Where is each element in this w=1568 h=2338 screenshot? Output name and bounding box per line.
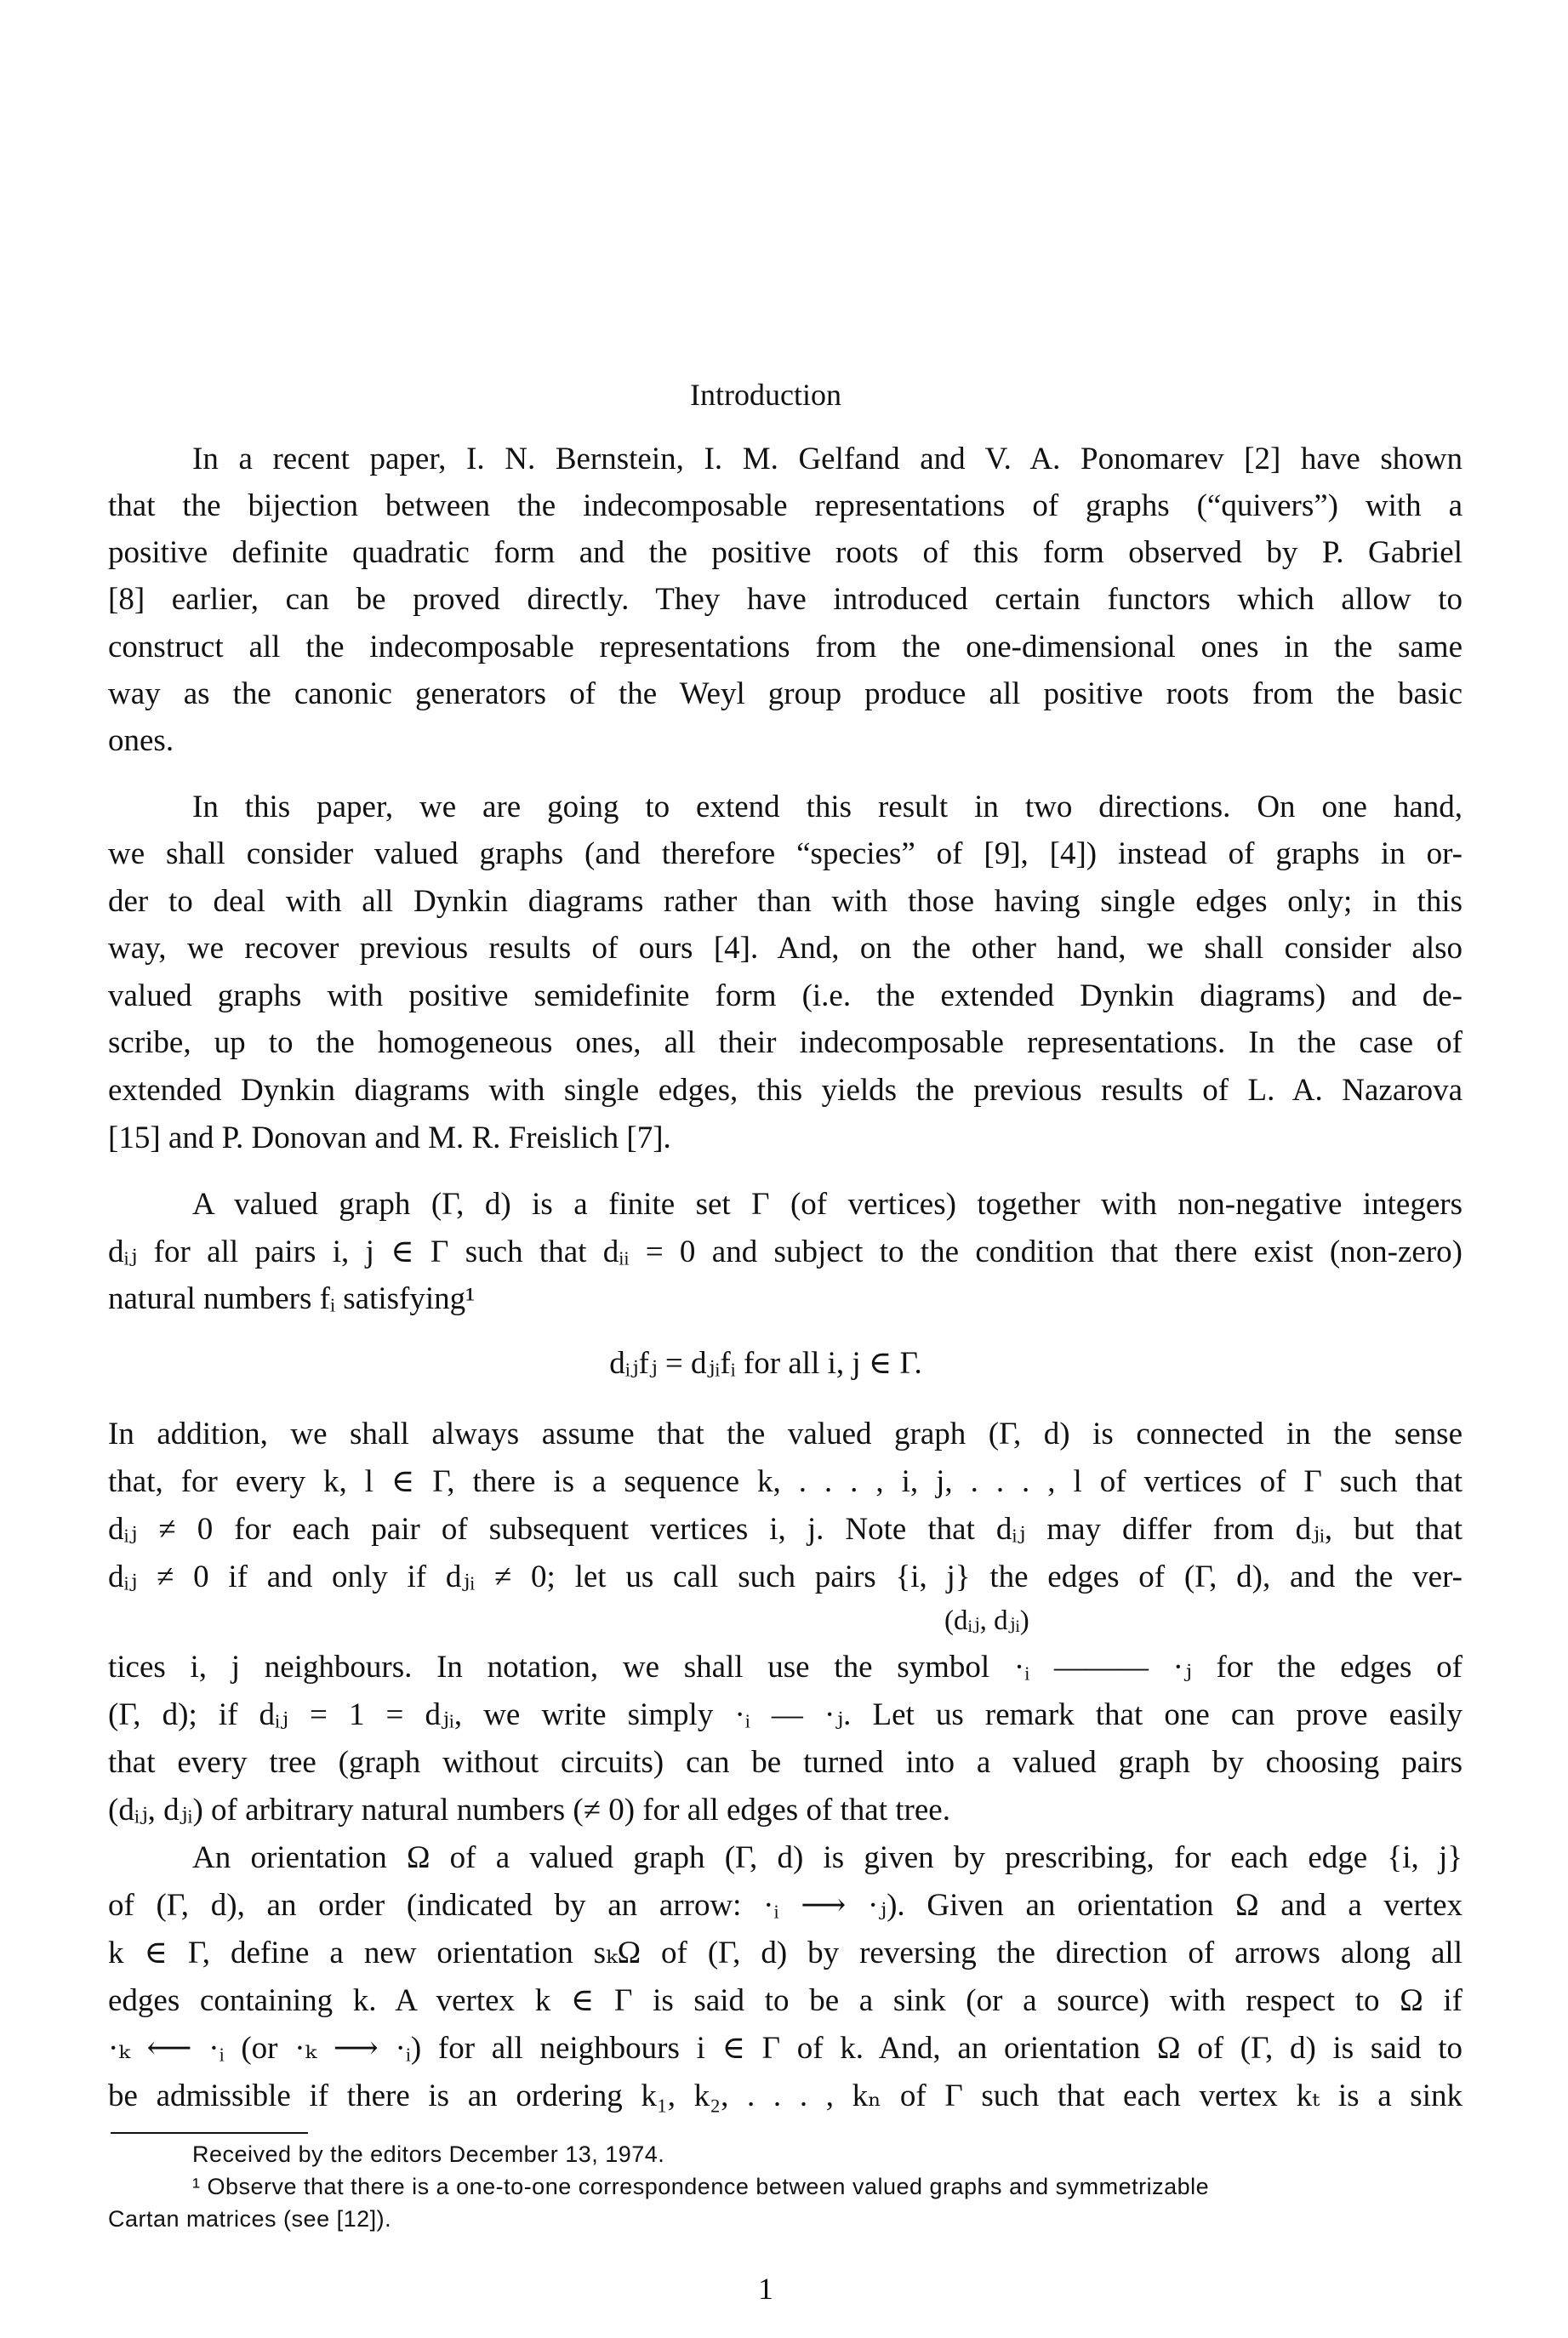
body-line: (dᵢⱼ, dⱼᵢ) of arbitrary natural numbers (≠ 0) for all edges of that tree. bbox=[108, 1793, 950, 1828]
footnote-received: Received by the editors December 13, 1974. bbox=[192, 2141, 665, 2167]
body-line: way as the canonic generators of the Weyl group produce all positive roots from the basic bbox=[108, 676, 1463, 711]
body-line: way, we recover previous results of ours [4]. And, on the other hand, we shall consider also bbox=[108, 931, 1463, 966]
body-line: (Γ, d); if dᵢⱼ = 1 = dⱼᵢ, we write simply ·ᵢ — ·ⱼ. Let us remark that one can prove easily bbox=[108, 1697, 1463, 1732]
body-line: that, for every k, l ∈ Γ, there is a sequence k, . . . , i, j, . . . , l of vertices of Γ such that bbox=[108, 1464, 1463, 1499]
body-line: k ∈ Γ, define a new orientation sₖΩ of (Γ, d) by reversing the direction of arrows along all bbox=[108, 1936, 1463, 1970]
body-line: ·ₖ ⟵ ·ᵢ (or ·ₖ ⟶ ·ᵢ) for all neighbours i ∈ Γ of k. And, an orientation Ω of (Γ, d) is said to bbox=[108, 2031, 1463, 2066]
body-line: dᵢⱼ ≠ 0 if and only if dⱼᵢ ≠ 0; let us call such pairs {i, j} the edges of (Γ, d), and the ver- bbox=[108, 1560, 1463, 1594]
body-line: edges containing k. A vertex k ∈ Γ is said to be a sink (or a source) with respect to Ω if bbox=[108, 1983, 1463, 2018]
footnote-1: ¹ Observe that there is a one-to-one correspondence between valued graphs and symmetrizable bbox=[192, 2174, 1210, 2199]
body-line: der to deal with all Dynkin diagrams rather than with those having single edges only; in this bbox=[108, 884, 1463, 919]
body-line: that every tree (graph without circuits) can be turned into a valued graph by choosing pairs bbox=[108, 1745, 1463, 1780]
edge-label: (dᵢⱼ, dⱼᵢ) bbox=[944, 1605, 1029, 1636]
body-line: ones. bbox=[108, 723, 174, 758]
body-line: natural numbers fᵢ satisfying¹ bbox=[108, 1281, 476, 1316]
body-line: that the bijection between the indecomposable representations of graphs (“quivers”) with a bbox=[108, 488, 1463, 523]
body-line: valued graphs with positive semidefinite form (i.e. the extended Dynkin diagrams) and de- bbox=[108, 978, 1463, 1013]
body-line: [15] and P. Donovan and M. R. Freislich [7]. bbox=[108, 1121, 671, 1155]
body-line: In this paper, we are going to extend this result in two directions. On one hand, bbox=[192, 790, 1463, 824]
section-title: Introduction bbox=[690, 378, 841, 412]
body-line: extended Dynkin diagrams with single edges, this yields the previous results of L. A. Nazarova bbox=[108, 1073, 1463, 1108]
body-line: scribe, up to the homogeneous ones, all their indecomposable representations. In the case of bbox=[108, 1025, 1463, 1060]
body-line: dᵢⱼ ≠ 0 for each pair of subsequent vertices i, j. Note that dᵢⱼ may differ from dⱼᵢ, but that bbox=[108, 1512, 1463, 1547]
body-line: [8] earlier, can be proved directly. They have introduced certain functors which allow to bbox=[108, 582, 1463, 617]
body-line: tices i, j neighbours. In notation, we shall use the symbol ·ᵢ ——— ·ⱼ for the edges of bbox=[108, 1650, 1463, 1685]
page-number: 1 bbox=[758, 2272, 773, 2306]
footnote-rule bbox=[111, 2132, 308, 2134]
body-line: A valued graph (Γ, d) is a finite set Γ (of vertices) together with non-negative integers bbox=[192, 1187, 1463, 1222]
body-line: positive definite quadratic form and the positive roots of this form observed by P. Gabriel bbox=[108, 535, 1463, 570]
footnote-1-continued: Cartan matrices (see [12]). bbox=[108, 2206, 392, 2232]
body-line: In a recent paper, I. N. Bernstein, I. M. Gelfand and V. A. Ponomarev [2] have shown bbox=[192, 442, 1463, 476]
body-line: dᵢⱼ for all pairs i, j ∈ Γ such that dᵢᵢ = 0 and subject to the condition that there exist (non-zero) bbox=[108, 1235, 1463, 1269]
body-line: In addition, we shall always assume that the valued graph (Γ, d) is connected in the sense bbox=[108, 1417, 1463, 1451]
body-line: construct all the indecomposable representations from the one-dimensional ones in the same bbox=[108, 630, 1463, 664]
body-line: of (Γ, d), an order (indicated by an arrow: ·ᵢ ⟶ ·ⱼ). Given an orientation Ω and a vertex bbox=[108, 1888, 1463, 1923]
body-line: An orientation Ω of a valued graph (Γ, d) is given by prescribing, for each edge {i, j} bbox=[192, 1840, 1463, 1875]
display-equation: dᵢⱼfⱼ = dⱼᵢfᵢ for all i, j ∈ Γ. bbox=[609, 1346, 922, 1381]
body-line: we shall consider valued graphs (and therefore “species” of [9], [4]) instead of graphs in or- bbox=[108, 836, 1463, 871]
body-line: be admissible if there is an ordering k₁, k₂, . . . , kₙ of Γ such that each vertex kₜ is a sink bbox=[108, 2079, 1463, 2113]
